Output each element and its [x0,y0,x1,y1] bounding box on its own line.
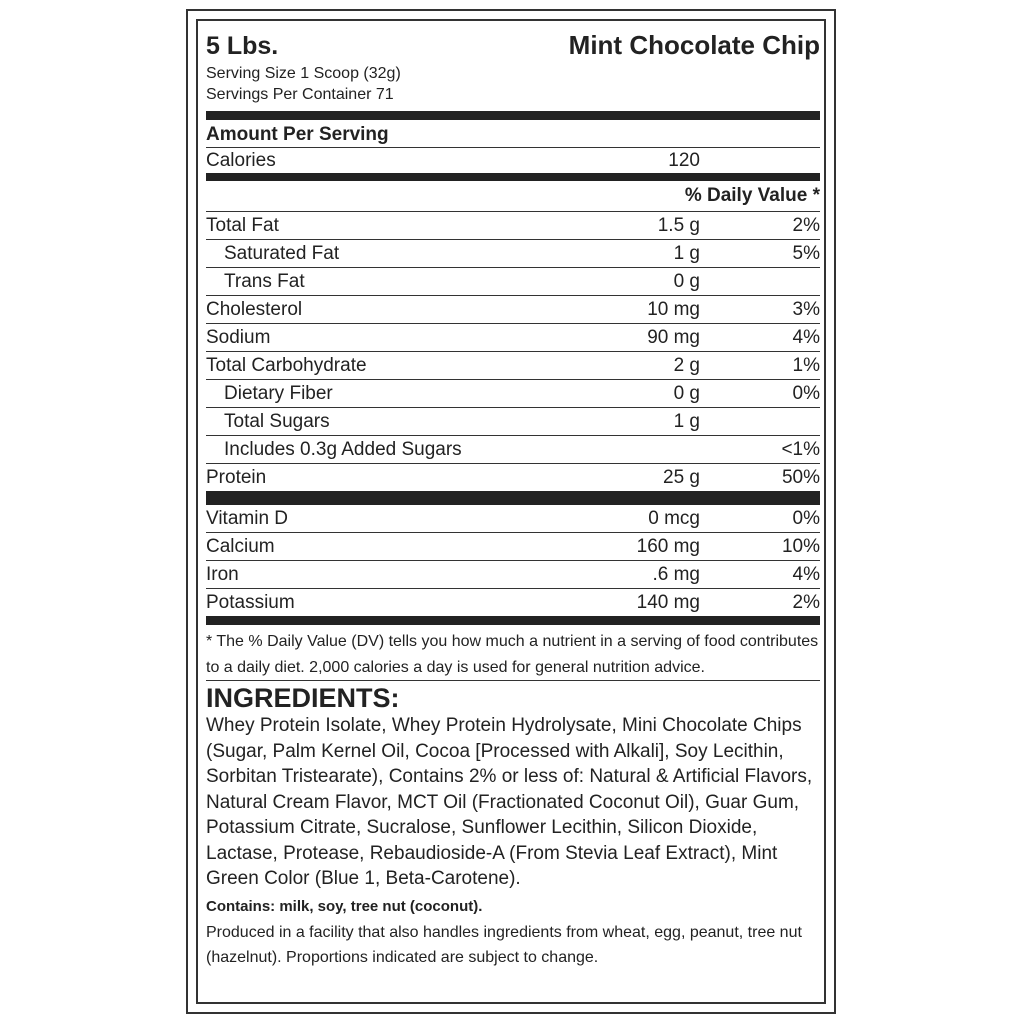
nutrient-row [206,408,820,436]
nutrient-name: Sodium [206,327,271,348]
nutrient-row [206,464,820,491]
divider-medium [206,173,820,181]
nutrient-row [206,380,820,408]
net-weight: 5 Lbs. [206,32,279,60]
nutrient-daily-value: 5% [792,243,820,264]
nutrient-daily-value: 0% [792,383,820,404]
nutrient-daily-value: 2% [792,592,820,613]
nutrient-name: Vitamin D [206,508,289,529]
nutrient-daily-value: 0% [792,508,820,529]
calories-label: Calories [206,150,276,171]
nutrient-daily-value: 4% [792,564,820,585]
nutrient-name: Includes 0.3g Added Sugars [224,439,462,460]
nutrient-amount: 140 mg [636,592,700,613]
nutrient-amount: 25 g [663,467,700,488]
nutrient-daily-value: 1% [792,355,820,376]
nutrient-name: Total Sugars [224,411,330,432]
nutrient-name: Dietary Fiber [224,383,333,404]
nutrient-amount: 1 g [673,411,700,432]
nutrient-daily-value: 3% [792,299,820,320]
nutrient-amount: 0 g [673,383,700,404]
nutrient-list [206,212,820,491]
nutrient-daily-value: 2% [792,215,820,236]
nutrient-row [206,240,820,268]
nutrient-name: Trans Fat [224,271,305,292]
nutrient-row [206,436,820,464]
nutrient-row [206,505,820,533]
nutrient-amount: 0 mcg [648,508,700,529]
nutrient-name: Protein [206,467,267,488]
nutrient-amount: 0 g [673,271,700,292]
serving-size: Serving Size 1 Scoop (32g) [206,65,401,82]
nutrient-row [206,212,820,240]
calories-row [206,148,820,173]
nutrient-row [206,324,820,352]
nutrient-row [206,352,820,380]
nutrient-amount: .6 mg [652,564,700,585]
nutrient-amount: 2 g [673,355,700,376]
calories-value: 120 [668,150,700,171]
nutrient-name: Potassium [206,592,295,613]
flavor-name: Mint Chocolate Chip [568,30,820,60]
amount-per-serving-label: Amount Per Serving [206,124,389,145]
nutrient-amount: 160 mg [636,536,700,557]
nutrient-amount: 1 g [673,243,700,264]
facility-statement: Produced in a facility that also handles ingredients from wheat, egg, peanut, tree nut (hazelnut). Proportions indicated are subject to change. [206,923,802,966]
nutrient-row [206,533,820,561]
divider-thick-vitamins [206,491,820,505]
nutrient-amount: 90 mg [647,327,700,348]
nutrient-name: Calcium [206,536,275,557]
nutrient-name: Total Fat [206,215,279,236]
nutrient-row [206,561,820,589]
nutrient-amount: 10 mg [647,299,700,320]
nutrient-name: Saturated Fat [224,243,340,264]
divider-thick-bottom [206,616,820,625]
ingredients-title: INGREDIENTS: [206,683,400,713]
nutrient-amount: 1.5 g [657,215,700,236]
nutrition-facts-panel [206,27,820,971]
daily-value-header-label: % Daily Value * [684,185,820,206]
nutrient-name: Total Carbohydrate [206,355,367,376]
servings-per-container: Servings Per Container 71 [206,86,394,103]
nutrient-daily-value: <1% [781,439,820,460]
amount-per-serving-row [206,120,820,148]
nutrient-row [206,296,820,324]
allergen-statement: Contains: milk, soy, tree nut (coconut). [206,897,483,915]
vitamin-list [206,505,820,616]
nutrient-name: Cholesterol [206,299,303,320]
nutrient-daily-value: 10% [781,536,820,557]
nutrient-row [206,589,820,616]
nutrient-row [206,268,820,296]
nutrient-daily-value: 50% [781,467,820,488]
daily-value-footnote: * The % Daily Value (DV) tells you how much a nutrient in a serving of food contributes to a daily diet. 2,000 calories a day is used for general nutrition advice. [206,629,820,681]
daily-value-header [206,181,820,212]
divider-thick [206,111,820,120]
nutrient-daily-value: 4% [792,327,820,348]
label-header [206,27,820,63]
nutrient-name: Iron [206,564,239,585]
ingredients-text: Whey Protein Isolate, Whey Protein Hydrolysate, Mini Chocolate Chips (Sugar, Palm Kernel Oil, Cocoa [Processed with Alkali], Soy Lecithin, Sorbitan Tristearate), Contains 2% or less of: Natural & Artificial Flavors, Natural Cream Flavor, MCT Oil (Fractionated Coconut Oil), Guar Gum, Potassium Citrate, Sucralose, Sunflower Lecithin, Silicon Dioxide, Lactase, Protease, Rebaudioside-A (From Stevia Leaf Extract), Mint Green Color (Blue 1, Beta-Carotene). [206,715,813,889]
